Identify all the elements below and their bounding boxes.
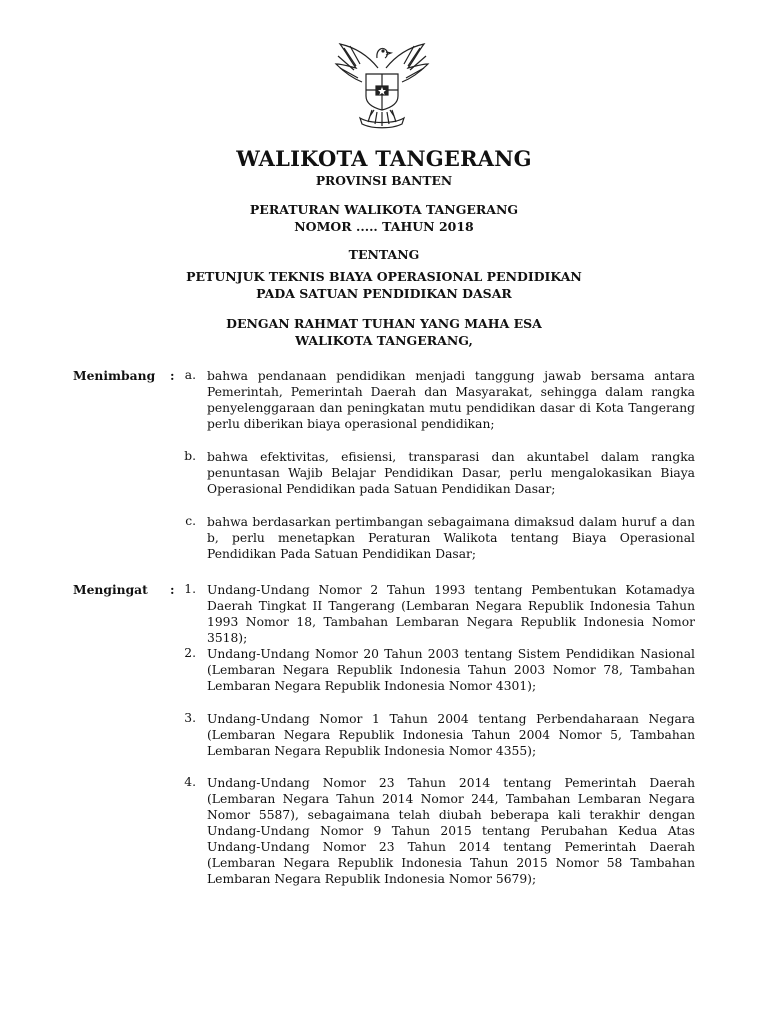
item-marker: c. (185, 514, 196, 528)
garuda-pancasila-emblem-icon (330, 38, 434, 132)
preamble-line-2: WALIKOTA TANGERANG, (295, 333, 473, 348)
item-marker: 2. (184, 646, 196, 660)
about-label: TENTANG (348, 247, 420, 262)
item-text: bahwa berdasarkan pertimbangan sebagaimana dimaksud dalam huruf a dan b, perlu menetapkan Peraturan Walikota tentang Biaya Operasional Pendidikan Pada Satuan Pendidikan Dasar; (207, 515, 695, 561)
item-text: Undang-Undang Nomor 2 Tahun 1993 tentang Pembentukan Kotamadya Daerah Tingkat II Tangerang (Lembaran Negara Republik Indonesia Tahun 1993 Nomor 18, Tambahan Lembaran Negara Republik Indonesia Nomor 3518); (207, 583, 695, 645)
item-marker: a. (184, 368, 196, 382)
subject-line-1: PETUNJUK TEKNIS BIAYA OPERASIONAL PENDIDIKAN (186, 269, 582, 284)
item-marker: 4. (184, 775, 196, 789)
menimbang-colon: : (170, 368, 175, 383)
item-marker: b. (184, 449, 196, 463)
item-text: Undang-Undang Nomor 1 Tahun 2004 tentang Perbendaharaan Negara (Lembaran Negara Republik Indonesia Tahun 2004 Nomor 5, Tambahan Lembaran Negara Republik Indonesia Nomor 4355); (207, 712, 695, 758)
item-text: bahwa efektivitas, efisiensi, transparasi dan akuntabel dalam rangka penuntasan Wajib Belajar Pendidikan Dasar, perlu mengalokasikan Biaya Operasional Pendidikan pada Satuan Pendidikan Dasar; (207, 450, 695, 496)
province-name: PROVINSI BANTEN (315, 173, 453, 188)
preamble-line-1: DENGAN RAHMAT TUHAN YANG MAHA ESA (226, 316, 542, 331)
regulation-number: NOMOR ..... TAHUN 2018 (294, 219, 474, 234)
item-marker: 3. (184, 711, 196, 725)
document-title: WALIKOTA TANGERANG (236, 146, 532, 171)
subject-line-2: PADA SATUAN PENDIDIKAN DASAR (256, 286, 512, 301)
item-text: Undang-Undang Nomor 23 Tahun 2014 tentang Pemerintah Daerah (Lembaran Negara Tahun 2014 Nomor 244, Tambahan Lembaran Negara Nomor 5587), sebagaimana telah diubah beberapa kali terakhir dengan Undang-Undang Nomor 9 Tahun 2015 tentang Perubahan Kedua Atas Undang-Undang Nomor 23 Tahun 2014 tentang Pemerintah Daerah (Lembaran Negara Republik Indonesia Tahun 2015 Nomor 58 Tambahan Lembaran Negara Republik Indonesia Nomor 5679); (207, 776, 695, 886)
regulation-heading: PERATURAN WALIKOTA TANGERANG (249, 202, 519, 217)
menimbang-label: Menimbang (73, 368, 156, 383)
item-text: Undang-Undang Nomor 20 Tahun 2003 tentang Sistem Pendidikan Nasional (Lembaran Negara Republik Indonesia Tahun 2003 Nomor 78, Tambahan Lembaran Negara Republik Indonesia Nomor 4301); (207, 647, 695, 693)
item-marker: 1. (184, 582, 196, 596)
mengingat-label: Mengingat (73, 582, 148, 597)
mengingat-colon: : (170, 582, 175, 597)
item-text: bahwa pendanaan pendidikan menjadi tanggung jawab bersama antara Pemerintah, Pemerintah Daerah dan Masyarakat, sehingga dalam rangka penyelenggaraan dan peningkatan mutu pendidikan dasar di Kota Tangerang perlu diberikan biaya operasional pendidikan; (207, 369, 695, 431)
